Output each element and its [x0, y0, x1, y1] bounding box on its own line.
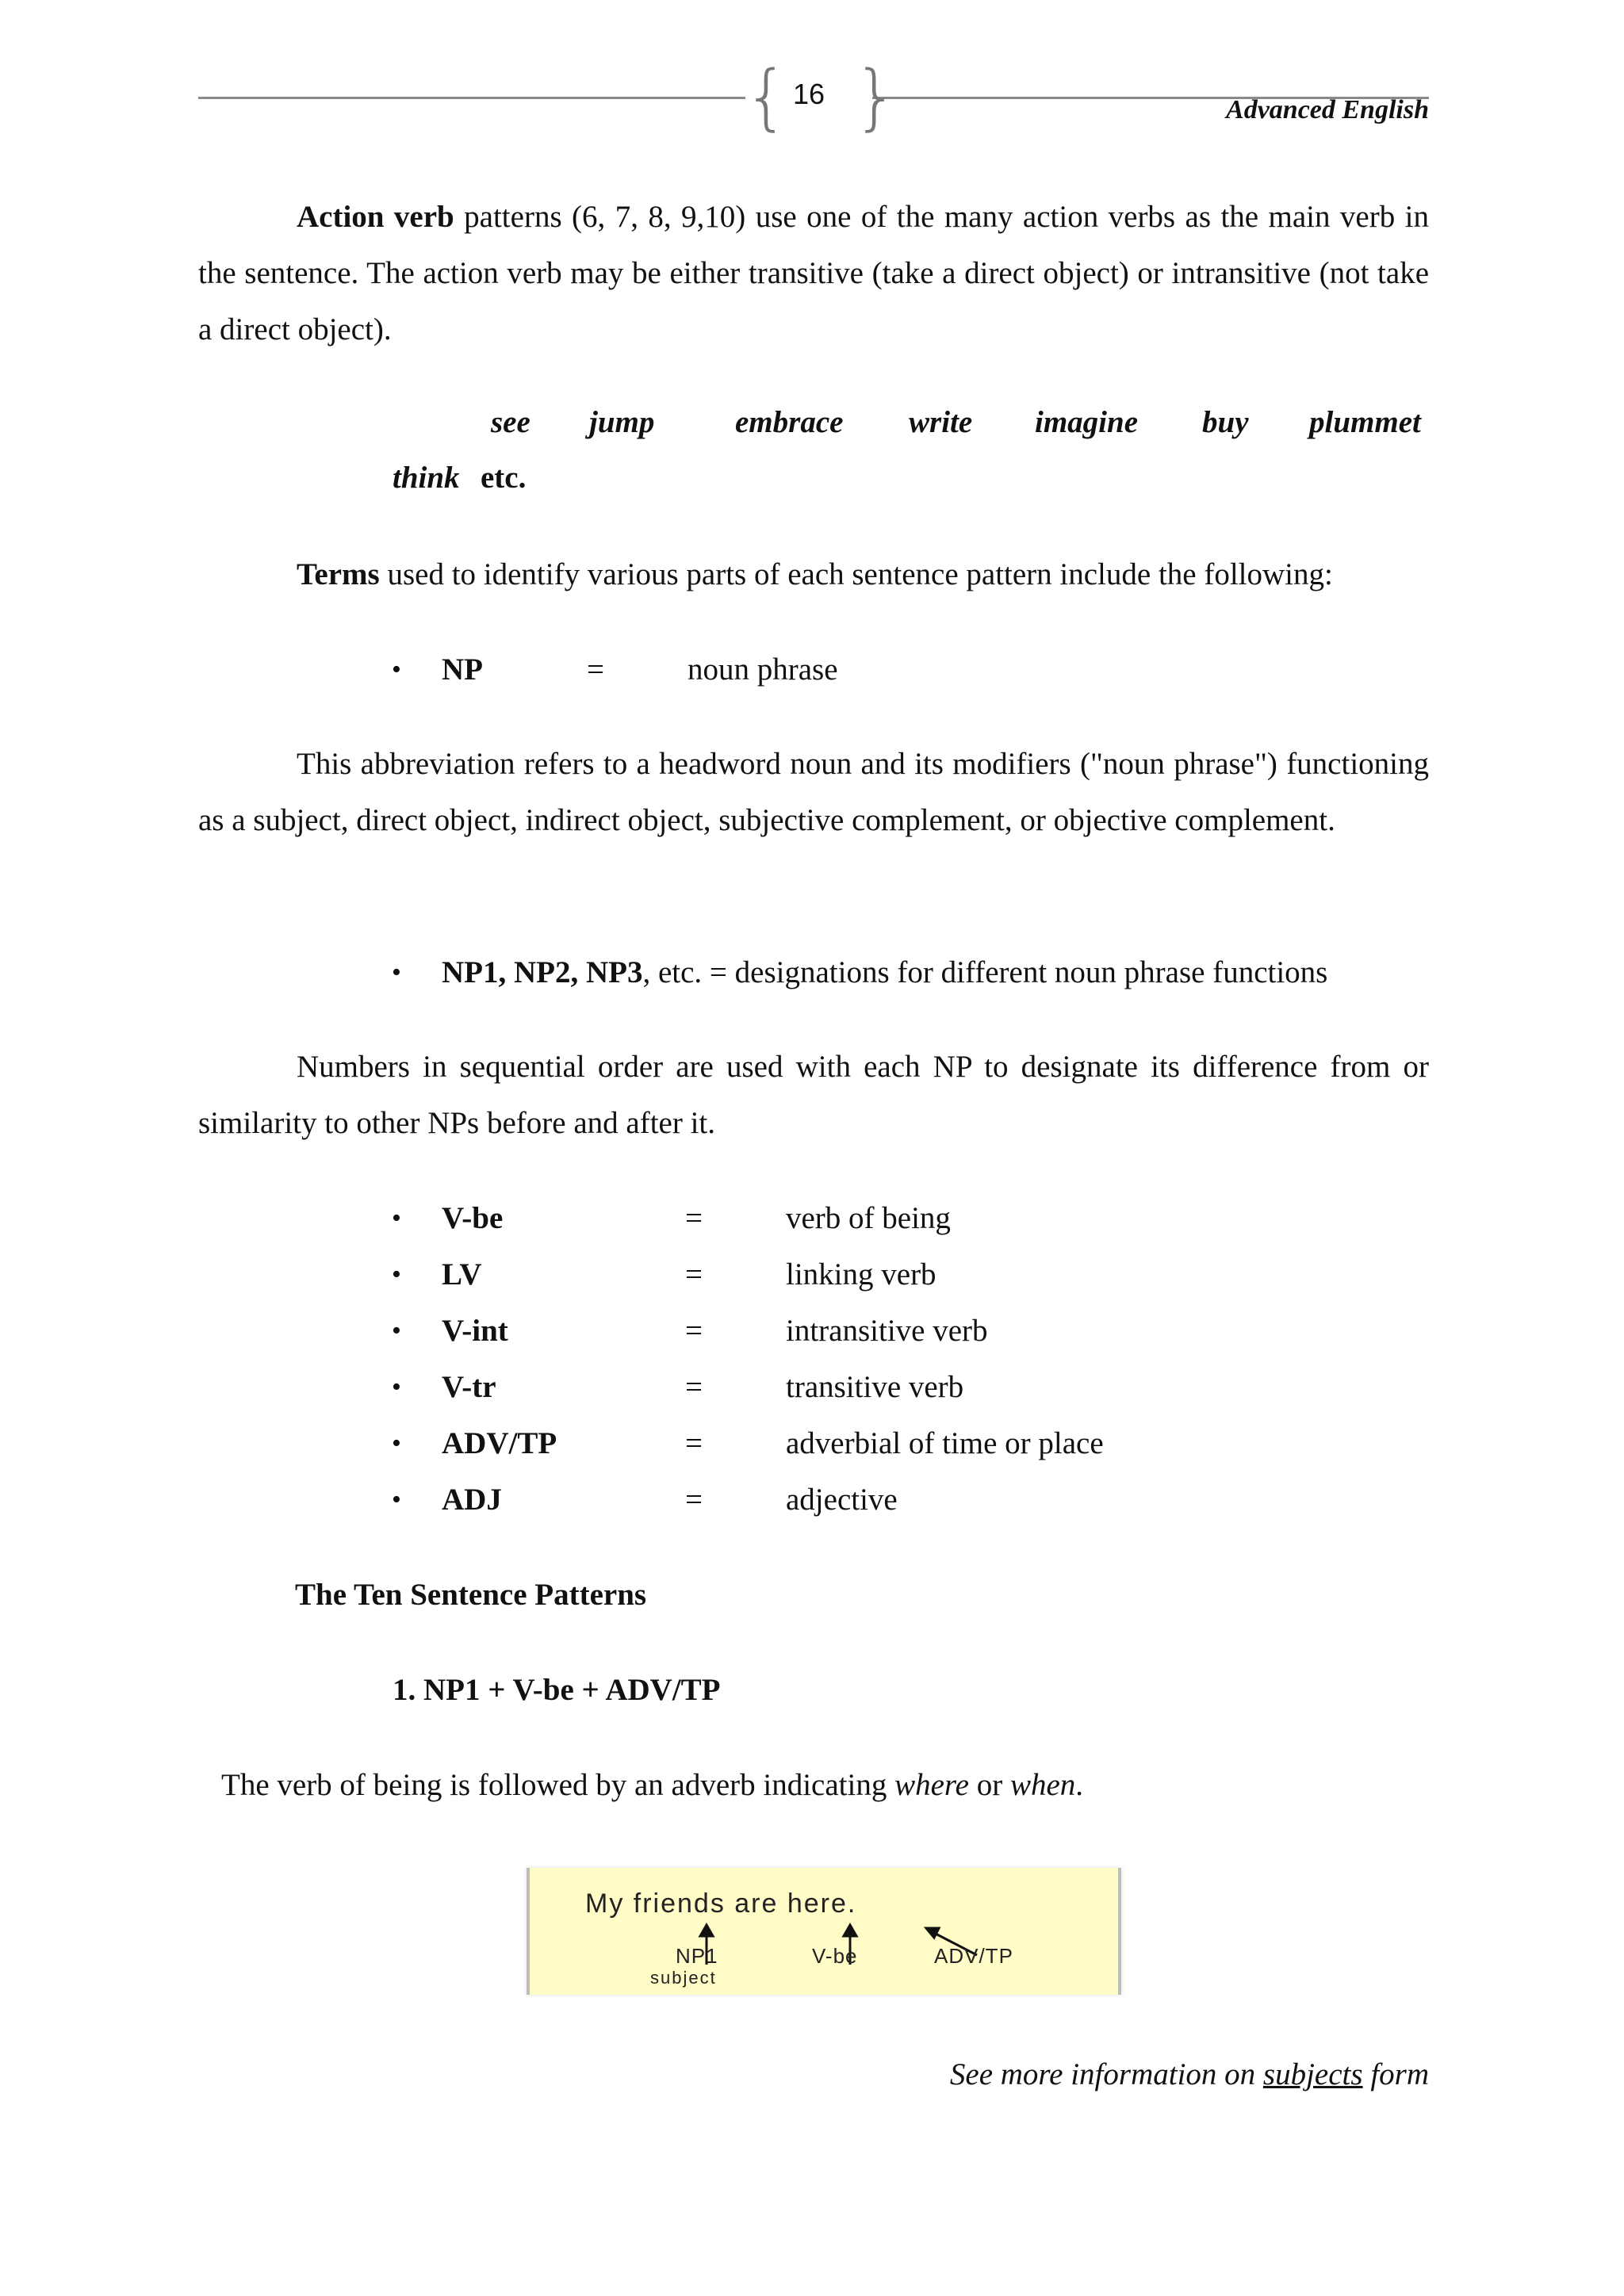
footer-text: See more information on: [949, 2057, 1263, 2091]
np-numbers-line: [442, 953, 1327, 993]
term-abbreviation: LV: [442, 1257, 482, 1292]
italic-word: when: [1009, 1768, 1076, 1802]
term-abbreviation: ADV/TP: [442, 1426, 557, 1460]
figure-sublabel-subject: subject: [650, 1968, 717, 1988]
bold-term: Action verb: [297, 200, 454, 234]
paragraph-numbers: [198, 1039, 1429, 1151]
term-abbreviation: V-be: [442, 1201, 504, 1235]
verb-example: embrace: [735, 405, 844, 439]
bullet-dot: •: [392, 1485, 401, 1514]
arrowhead: [926, 1928, 939, 1938]
bullet-dot: •: [392, 1429, 401, 1458]
right-brace-ornament: }: [853, 55, 899, 139]
figure-label-advtp: ADV/TP: [934, 1944, 1013, 1968]
bullet-dot: •: [392, 1260, 401, 1289]
figure-label-np1: NP1: [676, 1944, 718, 1968]
pattern-description: [221, 1766, 1083, 1805]
term-meaning: transitive verb: [786, 1370, 964, 1404]
running-head: Advanced English: [1226, 95, 1429, 124]
term-equals: =: [685, 1257, 703, 1292]
term-abbreviation: ADJ: [442, 1483, 502, 1517]
section-heading: The Ten Sentence Patterns: [295, 1578, 647, 1612]
verb-example: imagine: [1035, 405, 1139, 439]
paragraph-text: patterns (6, 7, 8, 9,10) use one of the many action verbs as the main verb in the sentence. The action verb may be either transitive (take a direct object) or intransitive (not take a direct object).: [198, 200, 1429, 346]
term-equals: =: [685, 1201, 703, 1235]
verb-example: plummet: [1309, 405, 1421, 439]
term-equals: =: [685, 1314, 703, 1348]
term-abbreviation: NP: [442, 652, 483, 687]
term-meaning: linking verb: [786, 1257, 936, 1292]
bullet-dot: •: [392, 655, 401, 684]
term-meaning: intransitive verb: [786, 1314, 988, 1348]
paragraph-terms: [297, 555, 1333, 595]
verb-example: see: [491, 405, 530, 439]
arrowhead: [700, 1925, 713, 1936]
arrowhead: [844, 1925, 856, 1936]
term-meaning: adjective: [786, 1483, 898, 1517]
subjects-link[interactable]: subjects: [1262, 2057, 1363, 2091]
paragraph-text: This abbreviation refers to a headword noun and its modifiers ("noun phrase") functioning as a subject, direct object, indirect object, subjective complement, or objective complement.: [198, 747, 1429, 837]
left-brace-ornament: {: [744, 55, 790, 139]
header-rule-left: [198, 97, 745, 99]
paragraph-text: Numbers in sequential order are used with each NP to designate its difference from or similarity to other NPs before and after it.: [198, 1050, 1429, 1140]
description-text: The verb of being is followed by an adverb indicating: [221, 1768, 895, 1802]
paragraph-action-verb: [198, 189, 1429, 358]
term-equals: =: [685, 1483, 703, 1517]
term-abbreviation: V-tr: [442, 1370, 496, 1404]
bold-term: NP1, NP2, NP3: [442, 955, 643, 989]
term-meaning: adverbial of time or place: [786, 1426, 1104, 1460]
pattern-heading: 1. NP1 + V-be + ADV/TP: [393, 1673, 721, 1707]
paragraph-text: , etc. = designations for different noun phrase functions: [642, 955, 1328, 989]
bullet-dot: •: [392, 1372, 401, 1402]
bold-term: Terms: [297, 557, 380, 591]
bullet-dot: •: [392, 1203, 401, 1233]
figure-arrows: [530, 1868, 1118, 1995]
bullet-dot: •: [392, 958, 401, 987]
example-sentence-figure: [527, 1868, 1121, 1995]
description-text: .: [1075, 1768, 1084, 1802]
paragraph-text: used to identify various parts of each sentence pattern include the following:: [379, 557, 1333, 591]
bullet-dot: •: [392, 1316, 401, 1345]
term-equals: =: [685, 1370, 703, 1404]
italic-word: where: [894, 1768, 969, 1802]
term-meaning: verb of being: [786, 1201, 951, 1235]
verb-example-tail: etc.: [481, 461, 527, 495]
verb-example: buy: [1202, 405, 1249, 439]
verb-example: jump: [589, 405, 655, 439]
page-number: 16: [792, 78, 825, 110]
paragraph-np: [198, 736, 1429, 848]
figure-label-vbe: V-be: [812, 1944, 858, 1968]
term-equals: =: [685, 1426, 703, 1460]
footer-text: form: [1362, 2057, 1429, 2091]
verb-example: think: [393, 461, 460, 495]
figure-sentence: My friends are here.: [585, 1888, 857, 1919]
verb-example: write: [909, 405, 973, 439]
term-equals: =: [587, 652, 604, 687]
term-abbreviation: V-int: [442, 1314, 508, 1348]
footer-note: [950, 2057, 1429, 2092]
description-text: or: [968, 1768, 1010, 1802]
term-meaning: noun phrase: [688, 652, 838, 687]
